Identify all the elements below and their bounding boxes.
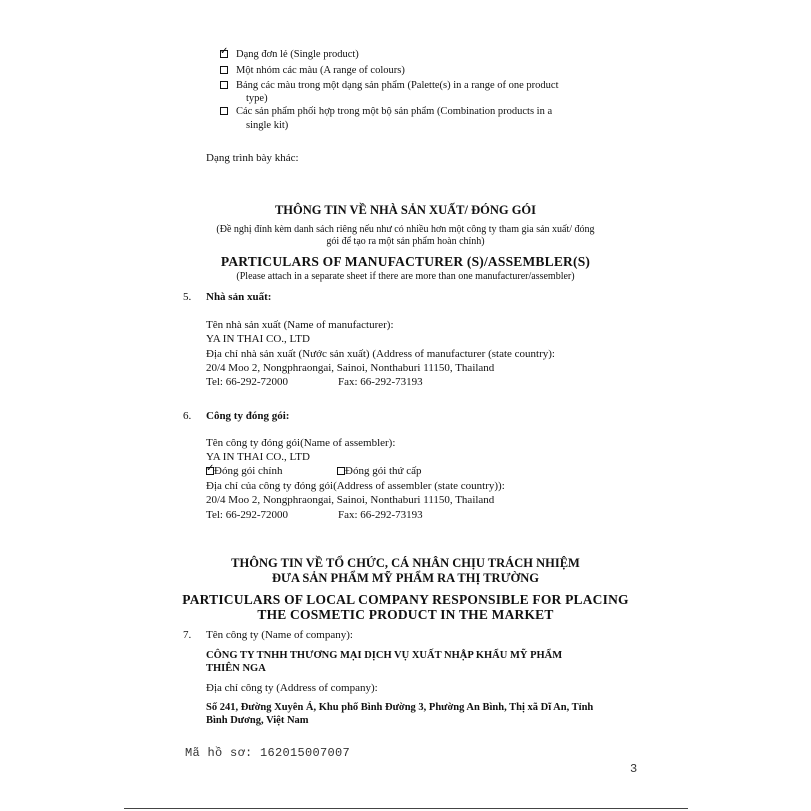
manufacturer-tel: Tel: 66-292-72000 [206, 376, 289, 388]
checkbox-icon[interactable] [220, 66, 228, 74]
assembler-name-value: YA IN THAI CO., LTD [206, 451, 310, 463]
manufacturer-heading: Nhà sản xuất: [206, 291, 272, 303]
assembler-name-label: Tên công ty đóng gói(Name of assembler): [206, 437, 396, 449]
manufacturer-note-vn-cont: gói để tạo ra một sản phẩm hoàn chỉnh) [326, 236, 485, 247]
assembler-fax: Fax: 66-292-73193 [338, 509, 423, 521]
manufacturer-name-label: Tên nhà sản xuất (Name of manufacturer): [206, 319, 394, 331]
option-label-continued: single kit) [246, 120, 289, 131]
file-code: Mã hồ sơ: 162015007007 [185, 746, 351, 760]
manufacturer-title-vn: THÔNG TIN VỀ NHÀ SẢN XUẤT/ ĐÓNG GÓI [274, 203, 537, 217]
manufacturer-title-en: PARTICULARS OF MANUFACTURER (S)/ASSEMBLER(S) [220, 254, 591, 269]
checkbox-icon[interactable] [220, 107, 228, 115]
option-label: Các sản phẩm phối hợp trong một bộ sản phẩm (Combination products in a [236, 106, 553, 117]
assembler-primary-option[interactable] [206, 465, 282, 477]
company-address-value: Số 241, Đường Xuyên Á, Khu phố Bình Đường 3, Phường An Bình, Thị xã Dĩ An, Tỉnh [206, 702, 594, 713]
local-title-vn: THÔNG TIN VỀ TỔ CHỨC, CÁ NHÂN CHỊU TRÁCH NHIỆM [231, 556, 580, 570]
option-single-product[interactable] [220, 49, 359, 60]
assembler-address-value: 20/4 Moo 2, Nongphraongai, Sainoi, Nonthaburi 11150, Thailand [206, 494, 495, 506]
checkbox-icon[interactable] [337, 467, 345, 475]
checkbox-checked-icon[interactable] [206, 467, 214, 475]
option-combination-kit[interactable] [220, 106, 552, 117]
option-label: Bảng các màu trong một dạng sản phẩm (Palette(s) in a range of one product [236, 80, 559, 91]
company-name-value-cont: THIÊN NGA [206, 663, 266, 674]
secondary-packaging-label: Đóng gói thứ cấp [345, 465, 422, 477]
item-number: 6. [183, 410, 192, 422]
page-number: 3 [630, 762, 638, 776]
assembler-secondary-option[interactable] [337, 465, 422, 477]
local-title-en: PARTICULARS OF LOCAL COMPANY RESPONSIBLE FOR PLACING [182, 592, 629, 607]
company-name-label: Tên công ty (Name of company): [206, 629, 353, 641]
manufacturer-address-label: Địa chỉ nhà sản xuất (Nước sản xuất) (Address of manufacturer (state country): [206, 348, 555, 360]
company-address-label: Địa chỉ công ty (Address of company): [206, 682, 378, 694]
manufacturer-fax: Fax: 66-292-73193 [338, 376, 423, 388]
assembler-tel: Tel: 66-292-72000 [206, 509, 289, 521]
local-title-vn-cont: ĐƯA SẢN PHẨM MỸ PHẨM RA THỊ TRƯỜNG [271, 571, 539, 585]
option-label-continued: type) [246, 93, 268, 104]
option-label: Dạng đơn lẻ (Single product) [236, 49, 359, 60]
assembler-heading: Công ty đóng gói: [206, 410, 290, 422]
checkbox-checked-icon[interactable] [220, 50, 228, 58]
other-presentation-label: Dạng trình bày khác: [206, 152, 299, 164]
option-range-of-colours[interactable] [220, 65, 405, 76]
option-palette[interactable] [220, 80, 558, 91]
checkbox-icon[interactable] [220, 81, 228, 89]
manufacturer-address-value: 20/4 Moo 2, Nongphraongai, Sainoi, Nonthaburi 11150, Thailand [206, 362, 495, 374]
company-address-value-cont: Bình Dương, Việt Nam [206, 715, 309, 726]
local-title-en-cont: THE COSMETIC PRODUCT IN THE MARKET [257, 607, 554, 622]
manufacturer-note-en: (Please attach in a separate sheet if there are more than one manufacturer/assembler) [236, 271, 575, 282]
manufacturer-note-vn: (Đề nghị đính kèm danh sách riêng nếu như có nhiều hơn một công ty tham gia sản xuất/ đóng [216, 224, 595, 235]
manufacturer-name-value: YA IN THAI CO., LTD [206, 333, 310, 345]
item-number: 7. [183, 629, 192, 641]
company-name-value: CÔNG TY TNHH THƯƠNG MẠI DỊCH VỤ XUẤT NHẬP KHẨU MỸ PHẨM [206, 650, 563, 661]
item-number: 5. [183, 291, 192, 303]
option-label: Một nhóm các màu (A range of colours) [236, 65, 405, 76]
assembler-address-label: Địa chỉ của công ty đóng gói(Address of assembler (state country)): [206, 480, 505, 492]
page-divider [124, 808, 688, 809]
primary-packaging-label: Đóng gói chính [214, 465, 283, 477]
